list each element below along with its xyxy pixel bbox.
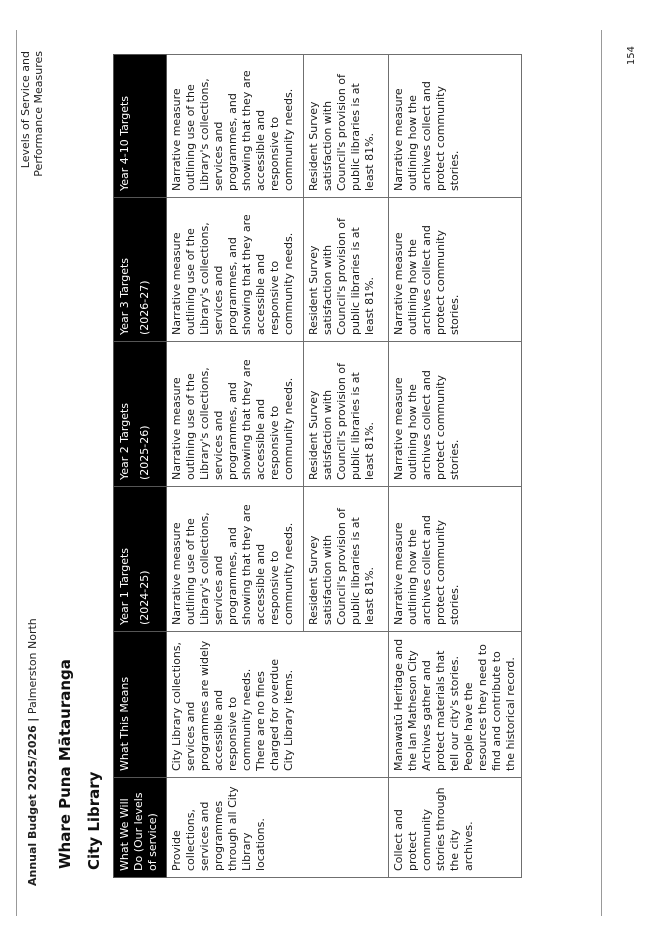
table-header-row [114, 55, 167, 878]
target-cell: Resident Survey satisfaction with Council's provision of public libraries is at least 81%. [304, 487, 389, 632]
target-cell: Narrative measure outlining use of the Library's collections, services and programmes, and showing that they are accessible and responsive to community needs. [167, 487, 304, 632]
meaning-cell: Manawatū Heritage and the Ian Matheson City Archives gather and protect materials that tell our city's stories. People have the resources they need to find and contribute to the historical record. [389, 632, 522, 778]
page-title: Whare Puna Mātauranga [56, 659, 74, 869]
column-header: What We Will Do (Our levels of service) [114, 778, 167, 878]
target-cell: Narrative measure outlining how the archives collect and protect community stories. [389, 55, 522, 198]
service-cell: Provide collections, services and programmes through all City Library locations. [167, 778, 389, 878]
service-cell: Collect and protect community stories through the city archives. [389, 778, 522, 878]
target-cell: Resident Survey satisfaction with Council's provision of public libraries is at least 81%. [304, 55, 389, 198]
footer-organisation: Palmerston North [26, 618, 39, 715]
table-row [167, 55, 304, 878]
document-footer [26, 618, 39, 886]
target-cell: Narrative measure outlining use of the Library's collections, services and programmes, and showing that they are accessible and responsive to community needs. [167, 198, 304, 342]
target-cell: Narrative measure outlining use of the Library's collections, services and programmes, and showing that they are accessible and responsive to community needs. [167, 55, 304, 198]
target-cell: Narrative measure outlining how the archives collect and protect community stories. [389, 342, 522, 487]
page-subtitle: City Library [85, 771, 103, 870]
meaning-cell: City Library collections, services and programmes are widely accessible and responsive to community needs. There are no fines charged for overdue City Library items. [167, 632, 389, 778]
target-cell: Narrative measure outlining use of the Library's collections, services and programmes, and showing that they are accessible and responsive to community needs. [167, 342, 304, 487]
target-cell: Narrative measure outlining how the archives collect and protect community stories. [389, 198, 522, 342]
table-row [389, 55, 522, 878]
levels-of-service-table [113, 54, 522, 878]
target-cell: Resident Survey satisfaction with Council's provision of public libraries is at least 81%. [304, 342, 389, 487]
footer-document-title: Annual Budget 2025/2026 [26, 725, 39, 886]
section-title: Levels of Service and Performance Measures [19, 51, 45, 177]
column-header: Year 3 Targets (2026-27) [114, 198, 167, 342]
column-header: Year 1 Targets (2024-25) [114, 487, 167, 632]
target-cell: Narrative measure outlining how the archives collect and protect community stories. [389, 487, 522, 632]
column-header: Year 2 Targets (2025-26) [114, 342, 167, 487]
target-cell: Resident Survey satisfaction with Council's provision of public libraries is at least 81%. [304, 198, 389, 342]
page-number: 154 [626, 46, 637, 66]
column-header: What This Means [114, 632, 167, 778]
column-header: Year 4-10 Targets [114, 55, 167, 198]
footer-separator: | [26, 717, 39, 722]
